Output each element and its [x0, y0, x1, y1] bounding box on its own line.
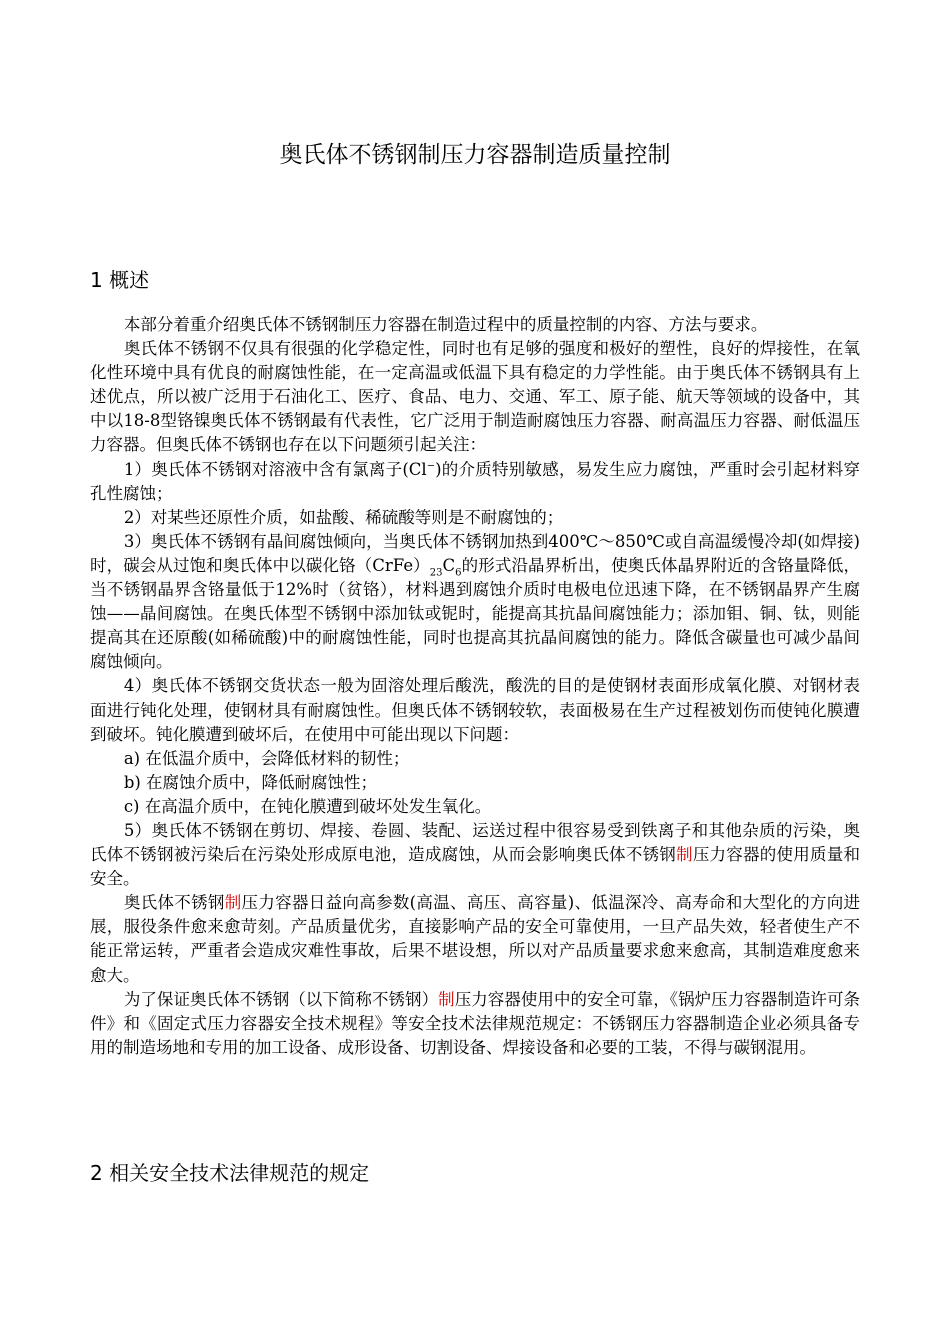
superscript: − [426, 460, 436, 472]
section-heading-regulations: 2 相关安全技术法律规范的规定 [90, 1161, 370, 1185]
text-run: 为了保证奥氏体不锈钢（以下简称不锈钢） [123, 989, 439, 1009]
paragraph: c) 在高温介质中，在钝化膜遭到破坏处发生氧化。 [123, 796, 492, 816]
text-run: 压力容器的使用质量和安全。 [90, 845, 861, 889]
subscript: 6 [455, 567, 462, 579]
section-heading-overview: 1 概述 [90, 268, 150, 292]
paragraph: a) 在低温介质中，会降低材料的韧性； [123, 748, 410, 768]
highlighted-text: 制 [676, 845, 693, 865]
text-run: 的形式沿晶界析出，使奥氏体晶界附近的含铬量降低，当不锈钢晶界含铬量低于12%时（贫铬），材料遇到腐蚀介质时电极电位迅速下降，在不锈钢晶界产生腐蚀——晶间腐蚀。在奥氏体型不锈钢中添加钛或铌时，能提高其抗晶间腐蚀能力；添加钼、铜、钛，则能提高其在还原酸(如稀硫酸)中的耐腐蚀性能，同时也提高其抗晶间腐蚀的能力。降低含碳量也可减少晶间腐蚀倾向。 [90, 555, 861, 672]
highlighted-text: 制 [224, 893, 242, 913]
text-run: 1）奥氏体不锈钢对溶液中含有氯离子(Cl [123, 459, 427, 479]
text-run: )的介质特别敏感，易发生应力腐蚀，严重时会引起材料穿孔性腐蚀； [90, 459, 861, 503]
text-run: 5）奥氏体不锈钢在剪切、焊接、卷圆、装配、运送过程中很容易受到铁离子和其他杂质的污染，奥氏体不锈钢被污染后在污染处形成原电池，造成腐蚀，从而会影响奥氏体不锈钢 [90, 820, 860, 865]
text-run: 压力容器使用中的安全可靠，《锅炉压力容器制造许可条件》和《固定式压力容器安全技术规程》等安全技术法律规范规定：不锈钢压力容器制造企业必须具备专用的制造场地和专用的加工设备、成形设备、切割设备、焊接设备和必要的工装，不得与碳钢混用。 [90, 989, 861, 1057]
paragraph [90, 988, 860, 1060]
page-title: 奥氏体不锈钢制压力容器制造质量控制 [279, 142, 671, 168]
body-text [90, 313, 860, 1060]
paragraph: b) 在腐蚀介质中，降低耐腐蚀性； [123, 772, 378, 792]
text-run: 压力容器日益向高参数(高温、高压、高容量)、低温深冷、高寿命和大型化的方向进展，服役条件愈来愈苛刻。产品质量优劣，直接影响产品的安全可靠使用，一旦产品失效，轻者使生产不能正常运转，严重者会造成灾难性事故，后果不堪设想，所以对产品质量要求愈来愈高，其制造难度愈来愈大。 [90, 893, 861, 985]
paragraph [90, 819, 860, 891]
paragraph [90, 458, 860, 506]
paragraph: 4）奥氏体不锈钢交货状态一般为固溶处理后酸洗，酸洗的目的是使钢材表面形成氧化膜、对钢材表面进行钝化处理，使钢材具有耐腐蚀性。但奥氏体不锈钢较软，表面极易在生产过程被划伤而使钝化膜遭到破坏。钝化膜遭到破坏后，在使用中可能出现以下问题： [90, 676, 860, 744]
text-run: C [442, 555, 456, 575]
paragraph: 本部分着重介绍奥氏体不锈钢制压力容器在制造过程中的质量控制的内容、方法与要求。 [123, 315, 768, 334]
text-run: 3）奥氏体不锈钢有晶间腐蚀倾向，当奥氏体不锈钢加热到400℃～850℃或自高温缓慢冷却(如焊接)时，碳会从过饱和奥氏体中以碳化铬（CrFe） [90, 531, 860, 575]
paragraph: 奥氏体不锈钢不仅具有很强的化学稳定性，同时也有足够的强度和极好的塑性，良好的焊接性，在氧化性环境中具有优良的耐腐蚀性能，在一定高温或低温下具有稳定的力学性能。由于奥氏体不锈钢具有上述优点，所以被广泛用于石油化工、医疗、食品、电力、交通、军工、原子能、航天等领域的设备中，其中以18-8型铬镍奥氏体不锈钢最有代表性，它广泛用于制造耐腐蚀压力容器、耐高温压力容器、耐低温压力容器。但奥氏体不锈钢也存在以下问题须引起关注： [90, 339, 860, 455]
text-run: 奥氏体不锈钢 [123, 893, 225, 913]
paragraph: 2）对某些还原性介质，如盐酸、稀硫酸等则是不耐腐蚀的； [123, 507, 564, 527]
highlighted-text: 制 [438, 989, 455, 1009]
paragraph [90, 530, 860, 675]
subscript: 23 [429, 567, 443, 579]
paragraph [90, 891, 860, 987]
